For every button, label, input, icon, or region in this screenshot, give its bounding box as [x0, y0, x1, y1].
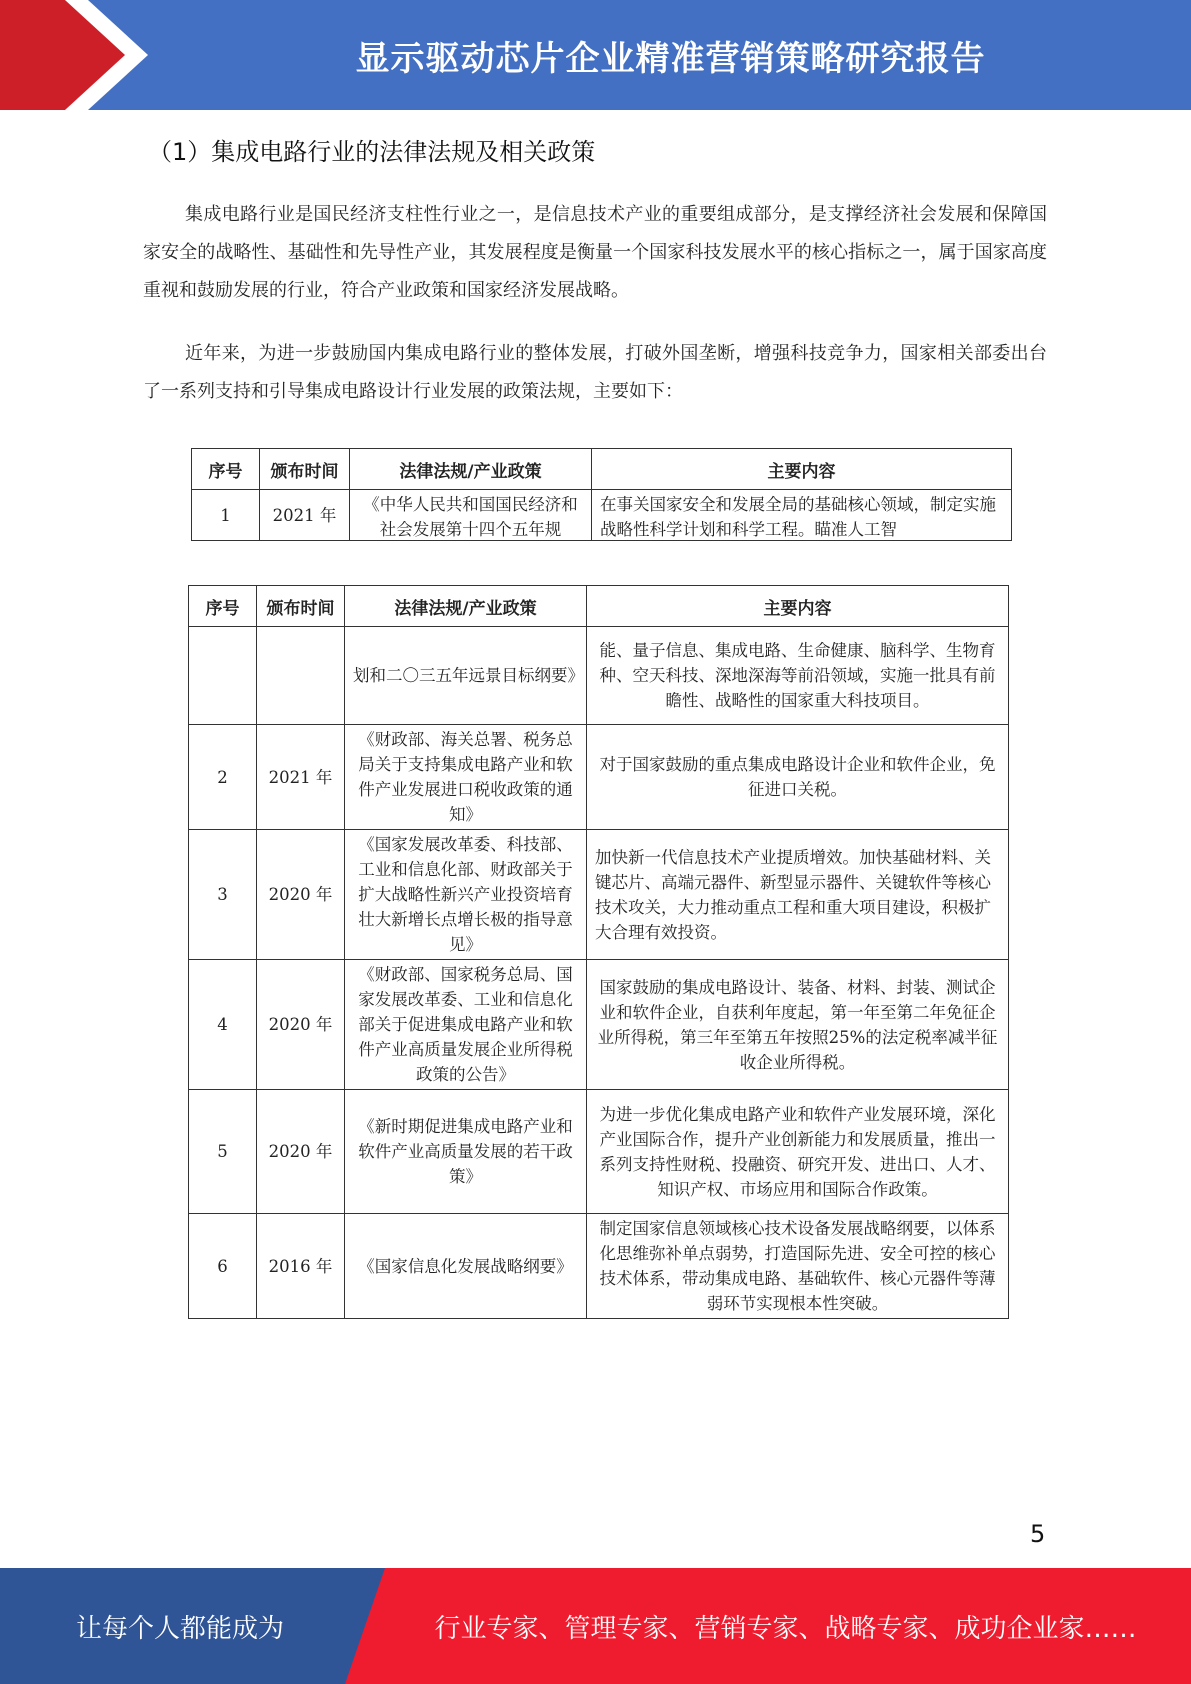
cell-date: 2020 年	[257, 960, 345, 1090]
table-row	[189, 725, 1009, 830]
header-chevron-icon	[0, 0, 150, 110]
cell-policy: 《国家发展改革委、科技部、工业和信息化部、财政部关于扩大战略性新兴产业投资培育壮大新增长点增长极的指导意见》	[345, 830, 587, 960]
cell-no	[189, 627, 257, 725]
header-policy: 法律法规/产业政策	[345, 586, 587, 627]
cell-content: 国家鼓励的集成电路设计、装备、材料、封装、测试企业和软件企业，自获利年度起，第一年至第二年免征企业所得税，第三年至第五年按照25%的法定税率减半征收企业所得税。	[587, 960, 1009, 1090]
cell-content: 为进一步优化集成电路产业和软件产业发展环境，深化产业国际合作，提升产业创新能力和发展质量，推出一系列支持性财税、投融资、研究开发、进出口、人才、知识产权、市场应用和国际合作政策。	[587, 1090, 1009, 1214]
cell-content: 能、量子信息、集成电路、生命健康、脑科学、生物育种、空天科技、深地深海等前沿领域，实施一批具有前瞻性、战略性的国家重大科技项目。	[587, 627, 1009, 725]
cell-date: 2016 年	[257, 1214, 345, 1319]
header-no: 序号	[189, 586, 257, 627]
table-row	[189, 1214, 1009, 1319]
cell-policy: 《国家信息化发展战略纲要》	[345, 1214, 587, 1319]
table-row	[189, 830, 1009, 960]
paragraph-intro: 集成电路行业是国民经济支柱性行业之一，是信息技术产业的重要组成部分，是支撑经济社会发展和保障国家安全的战略性、基础性和先导性产业，其发展程度是衡量一个国家科技发展水平的核心指标之一，属于国家高度重视和鼓励发展的行业，符合产业政策和国家经济发展战略。	[143, 204, 1047, 301]
cell-no: 3	[189, 830, 257, 960]
table-header-row	[192, 449, 1012, 490]
cell-date	[257, 627, 345, 725]
header-no: 序号	[192, 449, 260, 490]
cell-content: 加快新一代信息技术产业提质增效。加快基础材料、关键芯片、高端元器件、新型显示器件、关键软件等核心技术攻关，大力推动重点工程和重大项目建设，积极扩大合理有效投资。	[587, 830, 1009, 960]
cell-date: 2020 年	[257, 1090, 345, 1214]
cell-policy: 划和二〇三五年远景目标纲要》	[345, 627, 587, 725]
table-row	[189, 627, 1009, 725]
page-footer	[0, 1568, 1191, 1684]
page-number: 5	[1030, 1520, 1046, 1548]
cell-no: 6	[189, 1214, 257, 1319]
header-content: 主要内容	[587, 586, 1009, 627]
table-header-row	[189, 586, 1009, 627]
footer-slogan-left: 让每个人都能成为	[75, 1613, 284, 1644]
footer-slogan-right: 行业专家、管理专家、营销专家、战略专家、成功企业家……	[434, 1613, 1137, 1644]
page-header	[0, 0, 1191, 110]
table-row	[192, 490, 1012, 541]
header-policy: 法律法规/产业政策	[350, 449, 592, 490]
table-row	[189, 960, 1009, 1090]
header-date: 颁布时间	[257, 586, 345, 627]
cell-policy	[350, 490, 592, 541]
section-heading: （1）集成电路行业的法律法规及相关政策	[148, 138, 596, 166]
cell-policy: 《财政部、海关总署、税务总局关于支持集成电路产业和软件产业发展进口税收政策的通知》	[345, 725, 587, 830]
cell-policy: 《新时期促进集成电路产业和软件产业高质量发展的若干政策》	[345, 1090, 587, 1214]
cell-content: 对于国家鼓励的重点集成电路设计企业和软件企业，免征进口关税。	[587, 725, 1009, 830]
cell-content-text: 在事关国家安全和发展全局的基础核心领域，制定实施战略性科学计划和科学工程。瞄准人工智	[600, 495, 996, 538]
cell-no: 1	[192, 490, 260, 541]
cell-policy-text: 《中华人民共和国国民经济和社会发展第十四个五年规	[363, 495, 578, 538]
cell-content	[592, 490, 1012, 541]
cell-policy: 《财政部、国家税务总局、国家发展改革委、工业和信息化部关于促进集成电路产业和软件产业高质量发展企业所得税政策的公告》	[345, 960, 587, 1090]
cell-date: 2021 年	[260, 490, 350, 541]
paragraph-policy-intro: 近年来，为进一步鼓励国内集成电路行业的整体发展，打破外国垄断，增强科技竞争力，国家相关部委出台了一系列支持和引导集成电路设计行业发展的政策法规，主要如下：	[143, 343, 1047, 402]
cell-no: 4	[189, 960, 257, 1090]
header-content: 主要内容	[592, 449, 1012, 490]
header-date: 颁布时间	[260, 449, 350, 490]
cell-no: 2	[189, 725, 257, 830]
report-title: 显示驱动芯片企业精准营销策略研究报告	[355, 38, 986, 79]
cell-content: 制定国家信息领域核心技术设备发展战略纲要，以体系化思维弥补单点弱势，打造国际先进、安全可控的核心技术体系，带动集成电路、基础软件、核心元器件等薄弱环节实现根本性突破。	[587, 1214, 1009, 1319]
policy-table-fragment	[191, 448, 1012, 541]
policy-table-continued	[188, 585, 1009, 1319]
cell-no: 5	[189, 1090, 257, 1214]
cell-date: 2021 年	[257, 725, 345, 830]
cell-date: 2020 年	[257, 830, 345, 960]
table-row	[189, 1090, 1009, 1214]
